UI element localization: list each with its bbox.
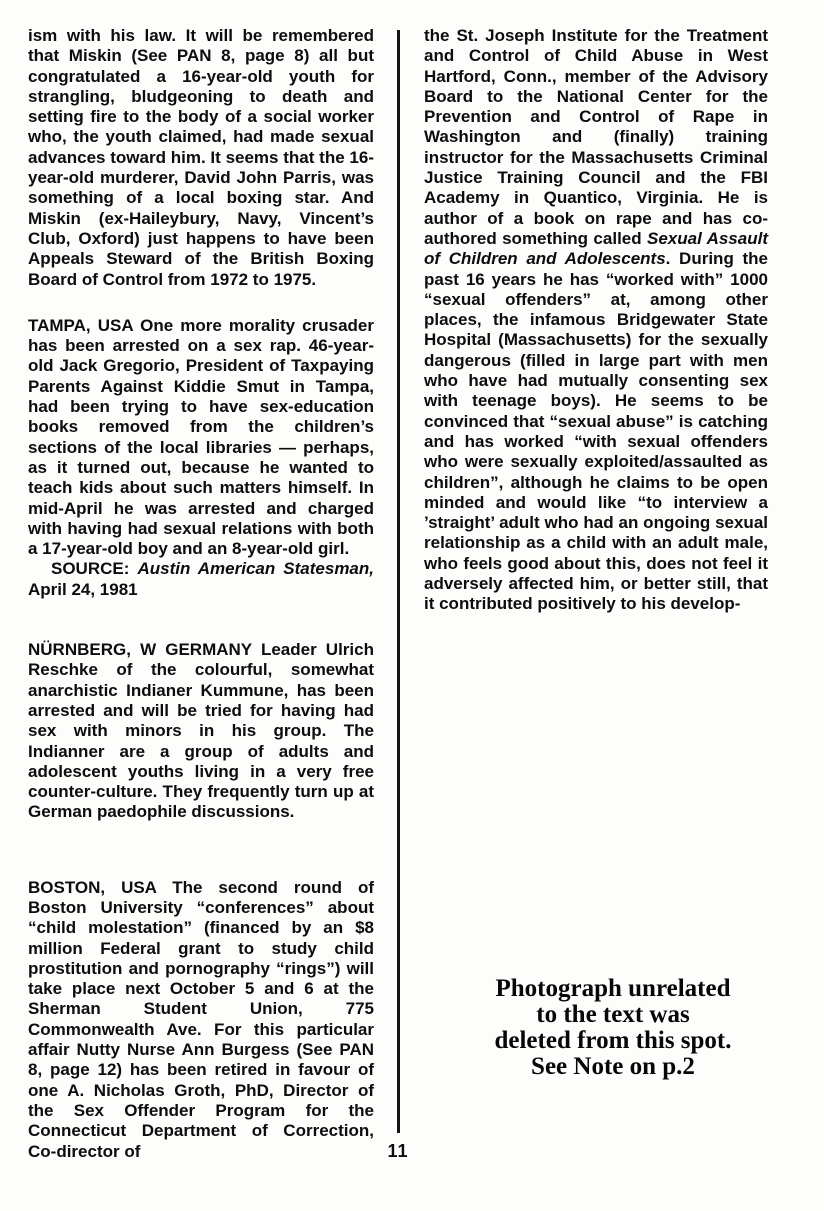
note-line: deleted from this spot. — [494, 1027, 732, 1054]
text-segment: BOSTON, USA The second round of Boston University “conferences” about “child molestation” (financed by an $8 million Federal grant to study child prostitution and pornography “rings”) will take place next October 5 and 6 at the Sherman Student Union, 775 Commonwealth Ave. For this particular affair Nutty Nurse Ann Burgess (See PAN 8, page 12) has been retired in favour of one A. Nicholas Groth, PhD, Director of the Sex Offender Program for the Connecticut Department of Correction, Co-director of — [28, 877, 374, 1161]
text-segment: the St. Joseph Institute for the Treatment and Control of Child Abuse in West Hartford, Conn., member of the Advisory Board to the National Center for the Prevention and Control of Rape in Washington and (finally) training instructor for the Massachusetts Criminal Justice Training Council and the FBI Academy in Quantico, Virginia. He is author of a book on rape and has co-authored something called — [424, 26, 768, 248]
text-segment: Sexual Assault of Children and Adolescents — [424, 228, 768, 269]
news-paragraph-groth — [424, 26, 768, 615]
text-segment: TAMPA, USA One more morality crusader has been arrested on a sex rap. 46-year-old Jack Gregorio, President of Taxpaying Parents Against Kiddie Smut in Tampa, had been trying to have sex-education books removed from the children’s sections of the local libraries — perhaps, as it turned out, because he wanted to teach kids about such matters himself. In mid-April he was arrested and charged with having had sexual relations with both a 17-year-old boy and an 8-year-old girl. — [28, 315, 374, 559]
left-column — [28, 26, 374, 1162]
page-number: 11 — [387, 1141, 409, 1161]
news-paragraph-tampa — [28, 316, 374, 560]
note-line: to the text was — [536, 1001, 690, 1028]
text-segment: ism with his law. It will be remembered that Miskin (See PAN 8, page 8) all but congratulated a 16-year-old youth for strangling, bludgeoning to death and setting fire to the body of a social worker who, the youth claimed, had made sexual advances toward him. It seems that the 16-year-old murderer, David John Parris, was something of a local boxing star. And Miskin (ex-Haileybury, Navy, Vincent’s Club, Oxford) just happens to have been Appeals Steward of the British Boxing Board of Control from 1972 to 1975. — [28, 26, 374, 289]
text-segment: NÜRNBERG, W GERMANY Leader Ulrich Reschke of the colourful, somewhat anarchistic Indianer Kummune, has been arrested and will be tried for having had sex with minors in his group. The Indianner are a group of adults and adolescent youths living in a very free counter-culture. They frequently turn up at German paedophile discussions. — [28, 640, 374, 822]
source-line — [28, 559, 374, 600]
right-column — [424, 26, 768, 615]
text-segment: SOURCE: — [51, 559, 138, 579]
note-line: Photograph unrelated — [495, 975, 731, 1002]
text-segment: Austin American Statesman, — [137, 559, 374, 579]
text-segment: . During the past 16 years he has “worked with” 1000 “sexual offenders” at, among other places, the infamous Bridgewater State Hospital (Massachusetts) for the sexually dangerous (filled in large part with men who have had mutually consenting sex with teenage boys). He seems to be convinced that “sexual abuse” is catching and has worked “with sexual offenders who were sexually exploited/assaulted as children”, although he claims to be open minded and would like “to interview a ’straight’ adult who had an ongoing sexual relationship as a child with an adult male, who feels good about this, does not feel it adversely affected him, or better still, that it contributed positively to his develop- — [424, 249, 768, 614]
news-paragraph-miskin — [28, 26, 374, 290]
news-paragraph-boston — [28, 878, 374, 1162]
text-segment: April 24, 1981 — [28, 579, 138, 599]
news-paragraph-nurnberg — [28, 640, 374, 823]
photo-deleted-note — [433, 976, 793, 1080]
note-line: See Note on p.2 — [531, 1053, 695, 1080]
column-divider-rule — [397, 30, 400, 1133]
